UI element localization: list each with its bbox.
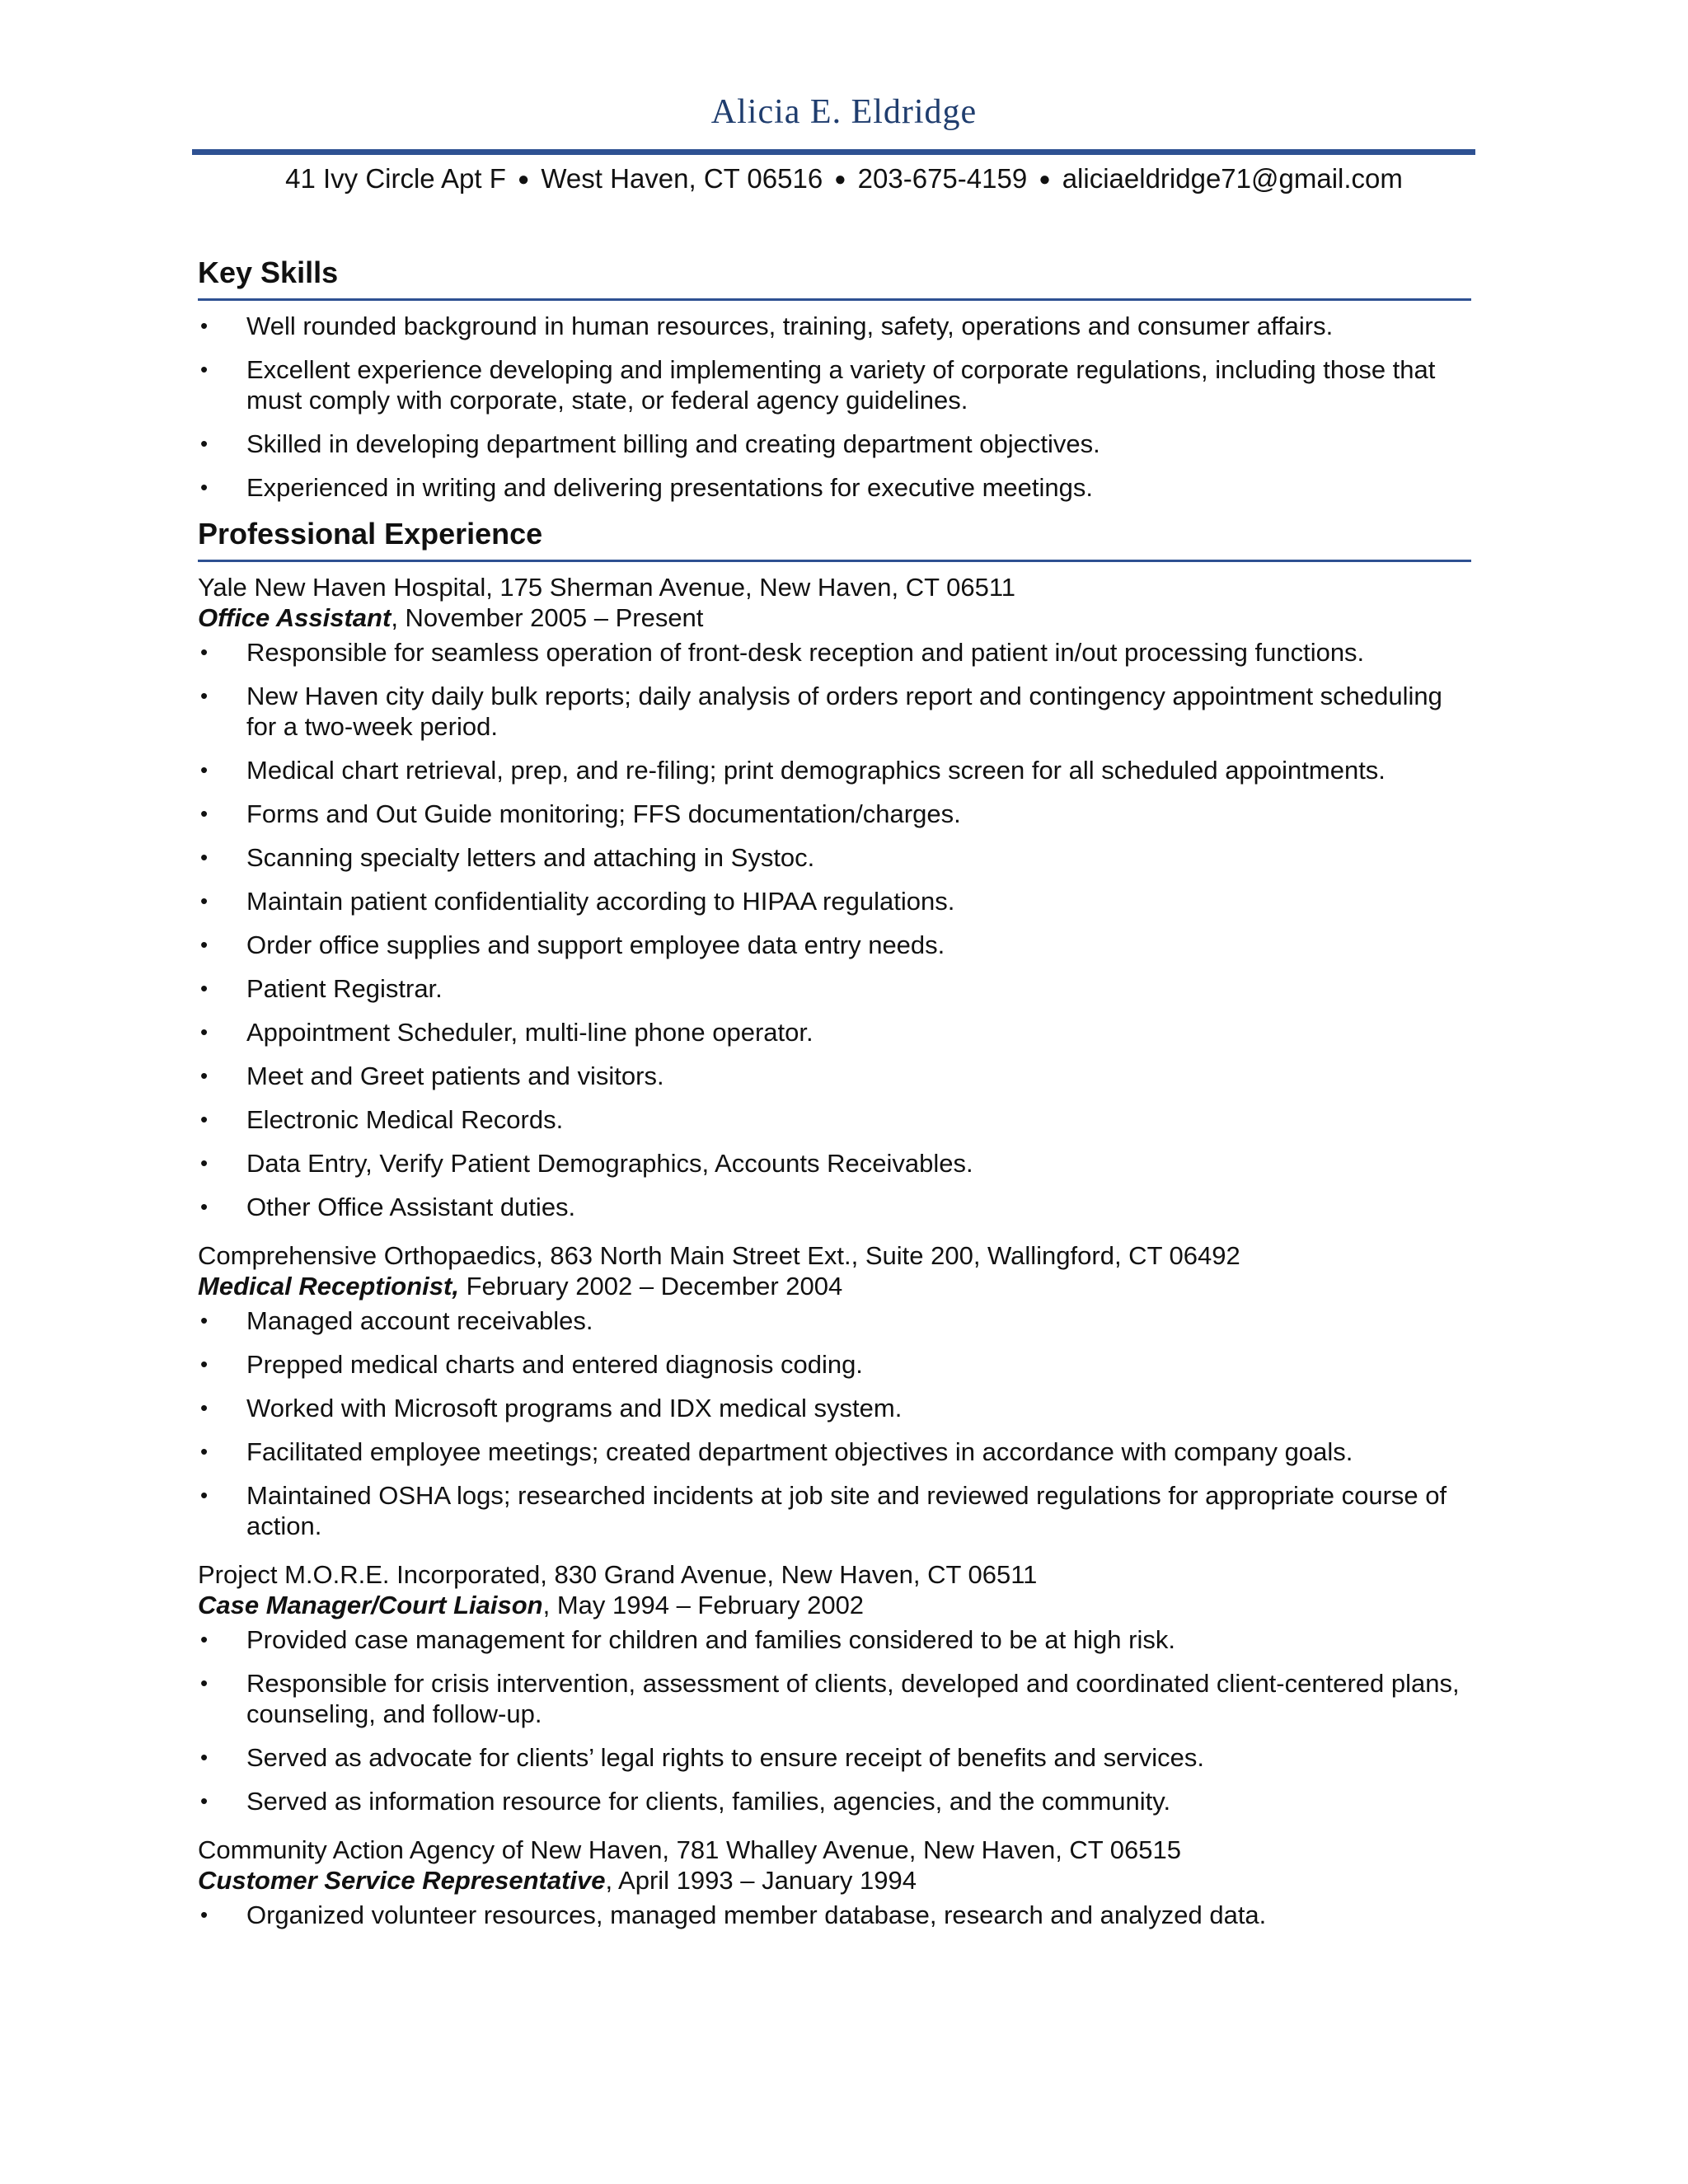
list-item-text: Maintained OSHA logs; researched incidents at job site and reviewed regulations for appropriate course of action.	[246, 1481, 1447, 1540]
bullet-dot-icon: •	[200, 888, 209, 913]
job-organization: Project M.O.R.E. Incorporated, 830 Grand Avenue, New Haven, CT 06511	[198, 1560, 1038, 1589]
bullet-dot-icon: •	[200, 1308, 209, 1333]
list-item-text: Organized volunteer resources, managed member database, research and analyzed data.	[246, 1900, 1267, 1929]
job-role-line	[198, 1865, 1471, 1896]
list-item-text: Responsible for seamless operation of front-desk reception and patient in/out processing functions.	[246, 638, 1365, 667]
list-item	[198, 842, 1471, 873]
list-item-text: Provided case management for children and families considered to be at high risk.	[246, 1625, 1175, 1654]
list-item-text: Worked with Microsoft programs and IDX medical system.	[246, 1394, 903, 1422]
list-item	[198, 472, 1471, 503]
job-duties-list	[198, 1305, 1471, 1541]
job-organization: Yale New Haven Hospital, 175 Sherman Avenue, New Haven, CT 06511	[198, 573, 1015, 602]
jobs-list	[198, 572, 1471, 1930]
list-item-text: Served as advocate for clients’ legal rights to ensure receipt of benefits and services.	[246, 1743, 1204, 1772]
job-dates: , April 1993 – January 1994	[605, 1866, 917, 1895]
bullet-separator: ●	[834, 168, 846, 190]
job-role: Customer Service Representative	[198, 1866, 606, 1895]
key-skills-section	[198, 255, 1471, 503]
list-item-text: Data Entry, Verify Patient Demographics, Accounts Receivables.	[246, 1149, 973, 1178]
contact-phone: 203-675-4159	[857, 163, 1028, 194]
job-organization: Community Action Agency of New Haven, 781 Whalley Avenue, New Haven, CT 06515	[198, 1835, 1182, 1864]
bullet-dot-icon: •	[200, 1483, 209, 1507]
bullet-dot-icon: •	[200, 1439, 209, 1464]
list-item	[198, 1104, 1471, 1135]
section-rule	[198, 560, 1471, 562]
job-role-line	[198, 1271, 1471, 1301]
contact-city: West Haven, CT 06516	[541, 163, 823, 194]
key-skills-list	[198, 311, 1471, 503]
list-item-text: Managed account receivables.	[246, 1306, 593, 1335]
job-role: Case Manager/Court Liaison	[198, 1591, 543, 1619]
bullet-dot-icon: •	[200, 1745, 209, 1769]
list-item	[198, 429, 1471, 459]
list-item-text: Served as information resource for clients, families, agencies, and the community.	[246, 1787, 1171, 1816]
list-item-text: Maintain patient confidentiality according to HIPAA regulations.	[246, 887, 955, 916]
list-item	[198, 1017, 1471, 1047]
bullet-dot-icon: •	[200, 431, 209, 456]
resume-body	[198, 255, 1471, 1943]
job-duties-list	[198, 1624, 1471, 1816]
list-item	[198, 799, 1471, 829]
list-item-text: Electronic Medical Records.	[246, 1105, 564, 1134]
job-entry	[198, 572, 1471, 1222]
list-item-text: Meet and Greet patients and visitors.	[246, 1062, 664, 1090]
job-entry	[198, 1559, 1471, 1816]
bullet-dot-icon: •	[200, 932, 209, 957]
list-item	[198, 1786, 1471, 1816]
bullet-dot-icon: •	[200, 1395, 209, 1420]
job-duties-list	[198, 637, 1471, 1222]
list-item-text: Appointment Scheduler, multi-line phone operator.	[246, 1018, 814, 1047]
list-item	[198, 1624, 1471, 1655]
list-item-text: Other Office Assistant duties.	[246, 1193, 576, 1221]
list-item-text: Prepped medical charts and entered diagnosis coding.	[246, 1350, 863, 1379]
bullet-dot-icon: •	[200, 1627, 209, 1652]
list-item	[198, 930, 1471, 960]
bullet-dot-icon: •	[200, 976, 209, 1001]
list-item-text: Forms and Out Guide monitoring; FFS documentation/charges.	[246, 799, 961, 828]
bullet-dot-icon: •	[200, 1107, 209, 1132]
bullet-dot-icon: •	[200, 640, 209, 664]
contact-line	[0, 163, 1688, 194]
bullet-dot-icon: •	[200, 1352, 209, 1376]
section-rule	[198, 298, 1471, 301]
contact-email: aliciaeldridge71@gmail.com	[1062, 163, 1403, 194]
list-item	[198, 1192, 1471, 1222]
list-item	[198, 1742, 1471, 1773]
bullet-dot-icon: •	[200, 313, 209, 338]
job-dates: , May 1994 – February 2002	[542, 1591, 865, 1619]
list-item-text: Medical chart retrieval, prep, and re-filing; print demographics screen for all scheduled appointments.	[246, 756, 1386, 785]
bullet-dot-icon: •	[200, 1151, 209, 1175]
list-item	[198, 354, 1471, 415]
list-item-text: Excellent experience developing and implementing a variety of corporate regulations, including those that must comply with corporate, state, or federal agency guidelines.	[246, 355, 1436, 415]
bullet-dot-icon: •	[200, 757, 209, 782]
job-role-line	[198, 1590, 1471, 1620]
list-item	[198, 1393, 1471, 1423]
job-entry	[198, 1835, 1471, 1930]
bullet-dot-icon: •	[200, 357, 209, 382]
key-skills-title: Key Skills	[198, 255, 339, 289]
job-role: Office Assistant	[198, 603, 392, 632]
list-item	[198, 1148, 1471, 1179]
list-item	[198, 886, 1471, 916]
list-item-text: Scanning specialty letters and attaching in Systoc.	[246, 843, 815, 872]
list-item-text: Order office supplies and support employee data entry needs.	[246, 930, 945, 959]
bullet-dot-icon: •	[200, 475, 209, 499]
experience-section	[198, 516, 1471, 1930]
bullet-dot-icon: •	[200, 845, 209, 869]
list-item	[198, 1061, 1471, 1091]
resume-name: Alicia E. Eldridge	[710, 93, 978, 131]
contact-address: 41 Ivy Circle Apt F	[285, 163, 506, 194]
list-item	[198, 637, 1471, 668]
list-item-text: Patient Registrar.	[246, 974, 443, 1003]
job-entry	[198, 1240, 1471, 1541]
job-dates: , November 2005 – Present	[391, 603, 704, 632]
list-item	[198, 1668, 1471, 1729]
list-item-text: Facilitated employee meetings; created department objectives in accordance with company goals.	[246, 1437, 1353, 1466]
bullet-separator: ●	[517, 168, 530, 190]
experience-title: Professional Experience	[198, 517, 543, 551]
list-item-text: Experienced in writing and delivering presentations for executive meetings.	[246, 473, 1094, 502]
bullet-dot-icon: •	[200, 1788, 209, 1813]
job-role-line	[198, 602, 1471, 633]
bullet-dot-icon: •	[200, 801, 209, 826]
bullet-dot-icon: •	[200, 1671, 209, 1695]
list-item	[198, 1480, 1471, 1541]
list-item	[198, 311, 1471, 341]
list-item-text: Responsible for crisis intervention, assessment of clients, developed and coordinated client-centered plans, counseling, and follow-up.	[246, 1669, 1460, 1728]
list-item-text: Well rounded background in human resources, training, safety, operations and consumer affairs.	[246, 312, 1334, 340]
list-item	[198, 1305, 1471, 1336]
bullet-separator: ●	[1039, 168, 1051, 190]
list-item	[198, 681, 1471, 742]
bullet-dot-icon: •	[200, 1194, 209, 1219]
list-item	[198, 755, 1471, 785]
list-item	[198, 973, 1471, 1004]
job-organization: Comprehensive Orthopaedics, 863 North Main Street Ext., Suite 200, Wallingford, CT 06492	[198, 1241, 1240, 1270]
job-duties-list	[198, 1900, 1471, 1930]
bullet-dot-icon: •	[200, 1019, 209, 1044]
header-rule	[192, 149, 1475, 155]
list-item-text: Skilled in developing department billing and creating department objectives.	[246, 429, 1100, 458]
list-item-text: New Haven city daily bulk reports; daily analysis of orders report and contingency appointment scheduling for a two-week period.	[246, 682, 1442, 741]
job-role: Medical Receptionist,	[198, 1272, 459, 1301]
job-dates: February 2002 – December 2004	[458, 1272, 843, 1301]
bullet-dot-icon: •	[200, 1063, 209, 1088]
bullet-dot-icon: •	[200, 1902, 209, 1927]
list-item	[198, 1349, 1471, 1380]
bullet-dot-icon: •	[200, 683, 209, 708]
list-item	[198, 1900, 1471, 1930]
list-item	[198, 1436, 1471, 1467]
